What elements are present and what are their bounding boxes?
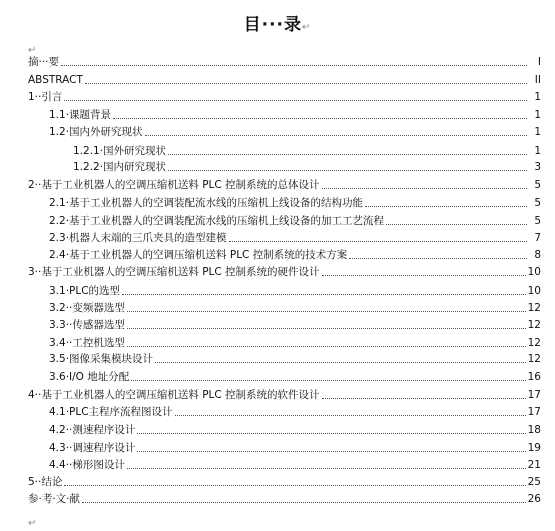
toc-entry-page: 7 (534, 232, 541, 244)
toc-entry-page: 1 (534, 145, 541, 157)
toc-entry-page: 8 (534, 249, 541, 261)
toc-entry[interactable] (49, 367, 541, 384)
toc-entry-title: 4.4··梯形图设计 (49, 459, 125, 471)
dot-leader (82, 501, 526, 503)
toc-entry[interactable] (28, 70, 541, 87)
toc-entry[interactable] (73, 157, 541, 174)
toc-entry[interactable] (73, 141, 541, 158)
toc-entry-title: 2.4·基于工业机器人的空调压缩机送料 PLC 控制系统的技术方案 (49, 249, 348, 261)
toc-entry-title: ABSTRACT (28, 74, 83, 86)
toc-entry-title: 1.2.2·国内研究现状 (73, 161, 167, 173)
dot-leader (113, 117, 527, 119)
toc-entry[interactable] (28, 87, 541, 104)
toc-entry-title: 1.2·国内外研究现状 (49, 126, 143, 138)
toc-entry[interactable] (28, 52, 541, 69)
dot-leader (349, 257, 527, 259)
dot-leader (386, 223, 527, 225)
dot-leader (127, 345, 526, 347)
toc-entry-title: 1.1·课题背景 (49, 109, 112, 121)
toc-entry-title: 2.3·机器人末端的三爪夹具的造型建模 (49, 232, 227, 244)
toc-title: 目···录↵ (243, 15, 312, 35)
toc-entry-title: 4.2··测速程序设计 (49, 424, 136, 436)
toc-entry-title: 1··引言 (28, 91, 63, 103)
dot-leader (175, 414, 526, 416)
dot-leader (127, 310, 526, 312)
paragraph-mark-icon: ↵ (28, 518, 37, 529)
toc-entry[interactable] (28, 489, 541, 506)
toc-entry-page: 5 (534, 215, 541, 227)
toc-entry[interactable] (28, 175, 541, 192)
toc-entry-title: 1.2.1·国外研究现状 (73, 145, 167, 157)
toc-entry-page: 5 (534, 179, 541, 191)
toc-entry-title: 3··基于工业机器人的空调压缩机送料 PLC 控制系统的硬件设计 (28, 266, 320, 278)
toc-entry[interactable] (49, 105, 541, 122)
toc-entry-title: 2.2·基于工业机器人的空调装配流水线的压缩机上线设备的加工工艺流程 (49, 215, 385, 227)
paragraph-mark-icon: ↵ (28, 45, 37, 56)
toc-entry-title: 5··结论 (28, 476, 63, 488)
toc-entry[interactable] (49, 455, 541, 472)
toc-entry-title: 2.1·基于工业机器人的空调装配流水线的压缩机上线设备的结构功能 (49, 197, 364, 209)
toc-entry[interactable] (49, 438, 541, 455)
toc-entry-page: 17 (527, 389, 541, 401)
dot-leader (127, 327, 526, 329)
toc-entry[interactable] (28, 262, 541, 279)
dot-leader (122, 293, 526, 295)
dot-leader (64, 99, 527, 101)
paragraph-mark-icon: ↵ (301, 22, 312, 33)
toc-entry[interactable] (28, 385, 541, 402)
dot-leader (322, 274, 526, 276)
toc-entry-page: 17 (527, 406, 541, 418)
dot-leader (61, 64, 527, 66)
toc-entry-title: 3.3··传感器选型 (49, 319, 125, 331)
toc-entry-page: I (537, 56, 541, 68)
dot-leader (155, 361, 526, 363)
toc-entry[interactable] (49, 245, 541, 262)
toc-entry-title: 3.4··工控机选型 (49, 337, 125, 349)
toc-entry-title: 4··基于工业机器人的空调压缩机送料 PLC 控制系统的软件设计 (28, 389, 320, 401)
toc-entry-page: 1 (534, 109, 541, 121)
toc-entry-page: 25 (527, 476, 541, 488)
toc-entry-title: 4.1·PLC主程序流程图设计 (49, 406, 173, 418)
toc-entry[interactable] (49, 349, 541, 366)
toc-entry[interactable] (49, 211, 541, 228)
toc-entry-title: 4.3··调速程序设计 (49, 442, 136, 454)
dot-leader (168, 153, 527, 155)
toc-entry-page: 12 (527, 319, 541, 331)
toc-entry[interactable] (49, 298, 541, 315)
toc-entry[interactable] (49, 122, 541, 139)
toc-entry-page: 19 (527, 442, 541, 454)
toc-entry-title: 3.5·图像采集模块设计 (49, 353, 154, 365)
toc-entry-page: 18 (527, 424, 541, 436)
dot-leader (168, 169, 527, 171)
toc-entry-page: 10 (527, 285, 541, 297)
toc-entry[interactable] (49, 193, 541, 210)
dot-leader (229, 240, 527, 242)
toc-entry-page: 1 (534, 91, 541, 103)
toc-entry-title: 摘···要 (28, 56, 60, 68)
toc-entry[interactable] (49, 333, 541, 350)
dot-leader (145, 134, 527, 136)
dot-leader (137, 432, 525, 434)
toc-entry-page: 26 (527, 493, 541, 505)
toc-entry-page: 12 (527, 337, 541, 349)
dot-leader (64, 484, 525, 486)
toc-entry-page: 3 (534, 161, 541, 173)
dot-leader (365, 205, 527, 207)
toc-entry[interactable] (49, 281, 541, 298)
toc-entry-page: 12 (527, 302, 541, 314)
toc-entry-title: 3.1·PLC的选型 (49, 285, 121, 297)
dot-leader (322, 187, 527, 189)
toc-entry-page: II (534, 74, 541, 86)
toc-entry[interactable] (49, 402, 541, 419)
dot-leader (137, 450, 525, 452)
toc-entry[interactable] (28, 472, 541, 489)
toc-entry-title: 3.2··变频器选型 (49, 302, 125, 314)
toc-entry[interactable] (49, 420, 541, 437)
dot-leader (127, 467, 526, 469)
toc-entry-title: 参·考·文·献 (28, 493, 81, 505)
toc-entry[interactable] (49, 228, 541, 245)
dot-leader (85, 82, 527, 84)
dot-leader (131, 379, 525, 381)
toc-entry-page: 10 (527, 266, 541, 278)
toc-entry-page: 21 (527, 459, 541, 471)
toc-entry-page: 5 (534, 197, 541, 209)
toc-entry-title: 3.6·I/O 地址分配 (49, 371, 130, 383)
toc-entry-page: 16 (527, 371, 541, 383)
toc-entry-page: 1 (534, 126, 541, 138)
toc-entry[interactable] (49, 315, 541, 332)
toc-entry-page: 12 (527, 353, 541, 365)
toc-entry-title: 2··基于工业机器人的空调压缩机送料 PLC 控制系统的总体设计 (28, 179, 320, 191)
dot-leader (322, 397, 526, 399)
